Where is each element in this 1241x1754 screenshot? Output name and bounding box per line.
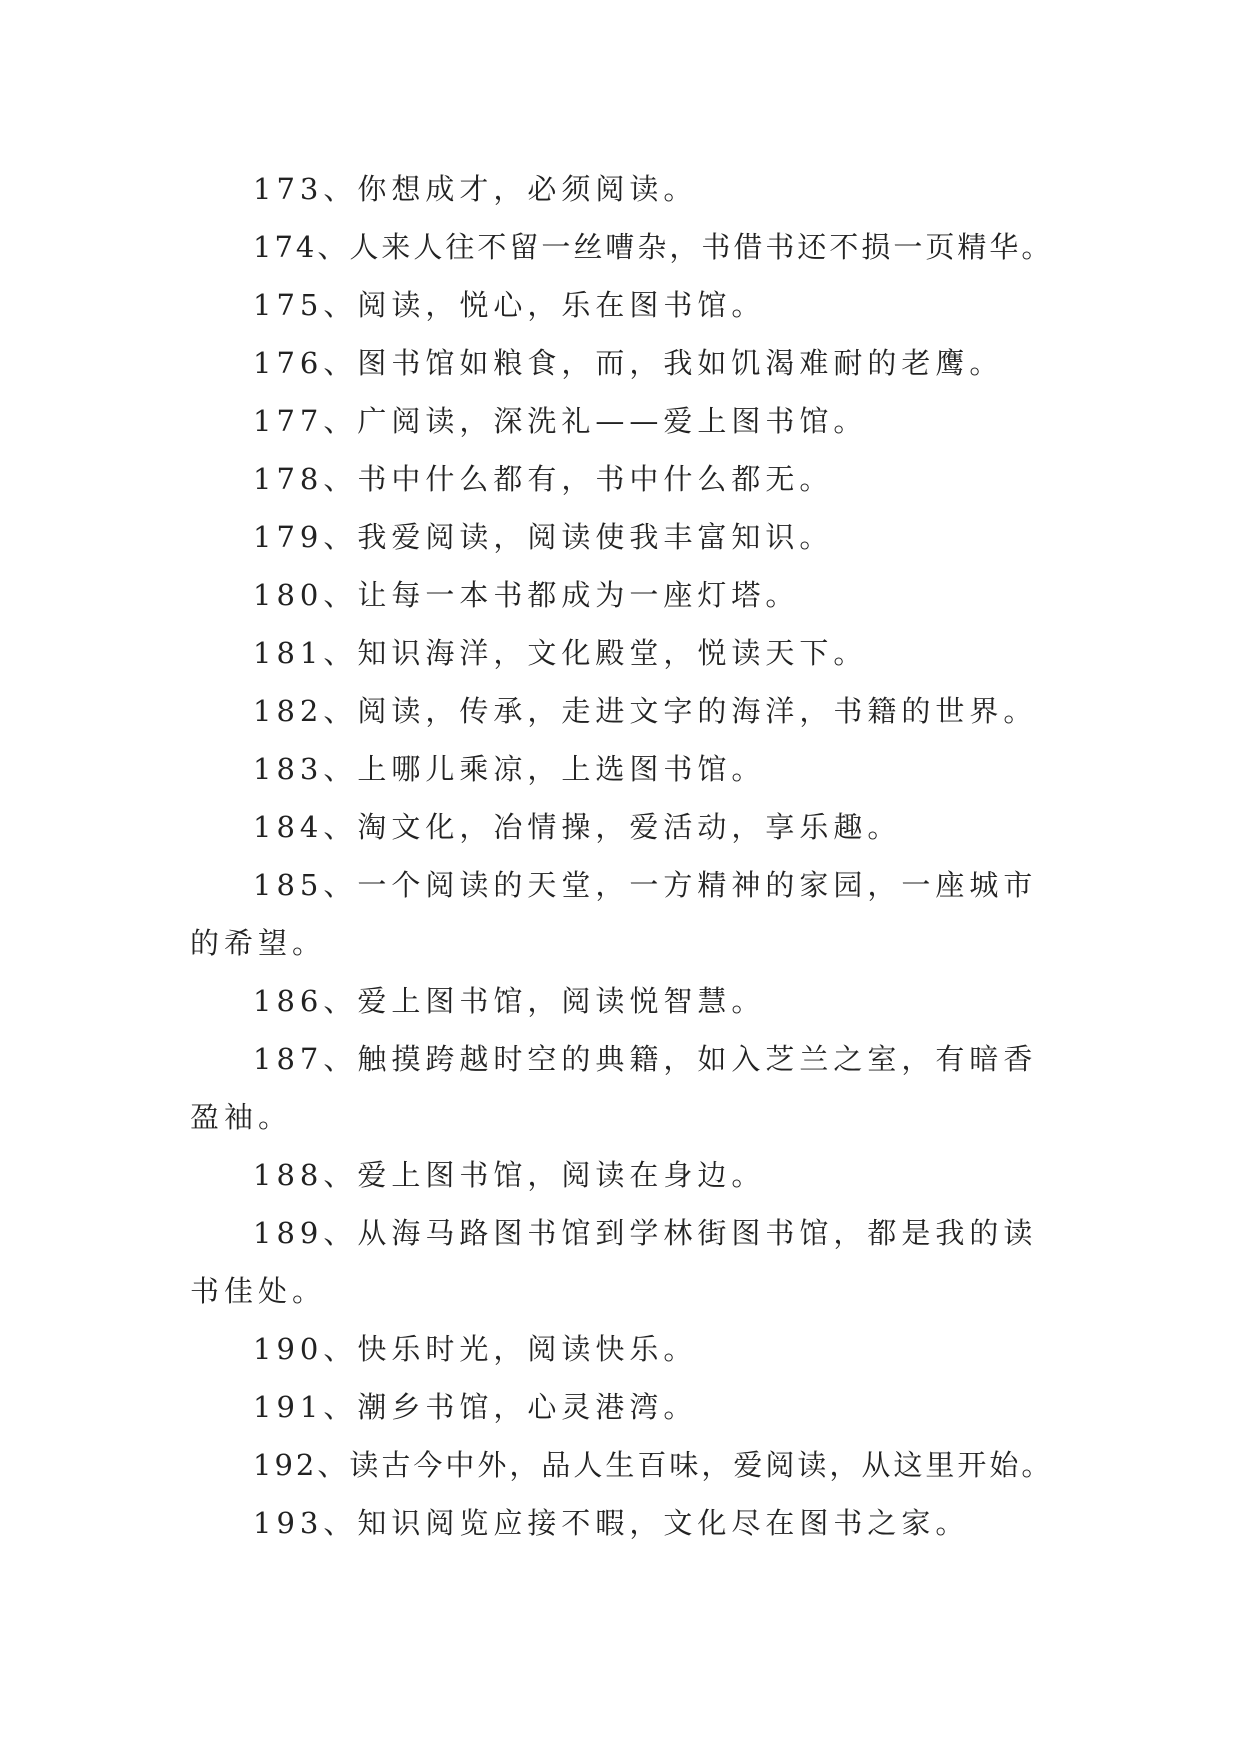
slogan-173: 173、你想成才，必须阅读。 [253,172,698,206]
document-body [190,160,1070,1552]
slogan-187: 187、触摸跨越时空的典籍，如入芝兰之室，有暗香盈袖。 [190,1042,1038,1134]
slogan-190: 190、快乐时光，阅读快乐。 [253,1332,698,1366]
slogan-179: 179、我爱阅读，阅读使我丰富知识。 [253,520,834,554]
slogan-176: 176、图书馆如粮食，而，我如饥渴难耐的老鹰。 [253,346,1004,380]
slogan-188: 188、爱上图书馆，阅读在身边。 [253,1158,766,1192]
slogan-192: 192、读古今中外，品人生百味，爱阅读，从这里开始。 [253,1448,1054,1482]
slogan-178: 178、书中什么都有，书中什么都无。 [253,462,834,496]
slogan-175: 175、阅读，悦心，乐在图书馆。 [253,288,766,322]
slogan-184: 184、淘文化，冶情操，爱活动，享乐趣。 [253,810,902,844]
slogan-193: 193、知识阅览应接不暇，文化尽在图书之家。 [253,1506,970,1540]
slogan-183: 183、上哪儿乘凉，上选图书馆。 [253,752,766,786]
slogan-177: 177、广阅读，深洗礼——爱上图书馆。 [253,404,868,438]
slogan-185: 185、一个阅读的天堂，一方精神的家园，一座城市的希望。 [190,868,1038,960]
slogan-181: 181、知识海洋，文化殿堂，悦读天下。 [253,636,868,670]
slogan-180: 180、让每一本书都成为一座灯塔。 [253,578,800,612]
slogan-182: 182、阅读，传承，走进文字的海洋，书籍的世界。 [253,694,1038,728]
slogan-174: 174、人来人往不留一丝嘈杂，书借书还不损一页精华。 [253,230,1054,264]
slogan-189: 189、从海马路图书馆到学林街图书馆，都是我的读书佳处。 [190,1216,1038,1308]
slogan-186: 186、爱上图书馆，阅读悦智慧。 [253,984,766,1018]
slogan-191: 191、潮乡书馆，心灵港湾。 [253,1390,698,1424]
